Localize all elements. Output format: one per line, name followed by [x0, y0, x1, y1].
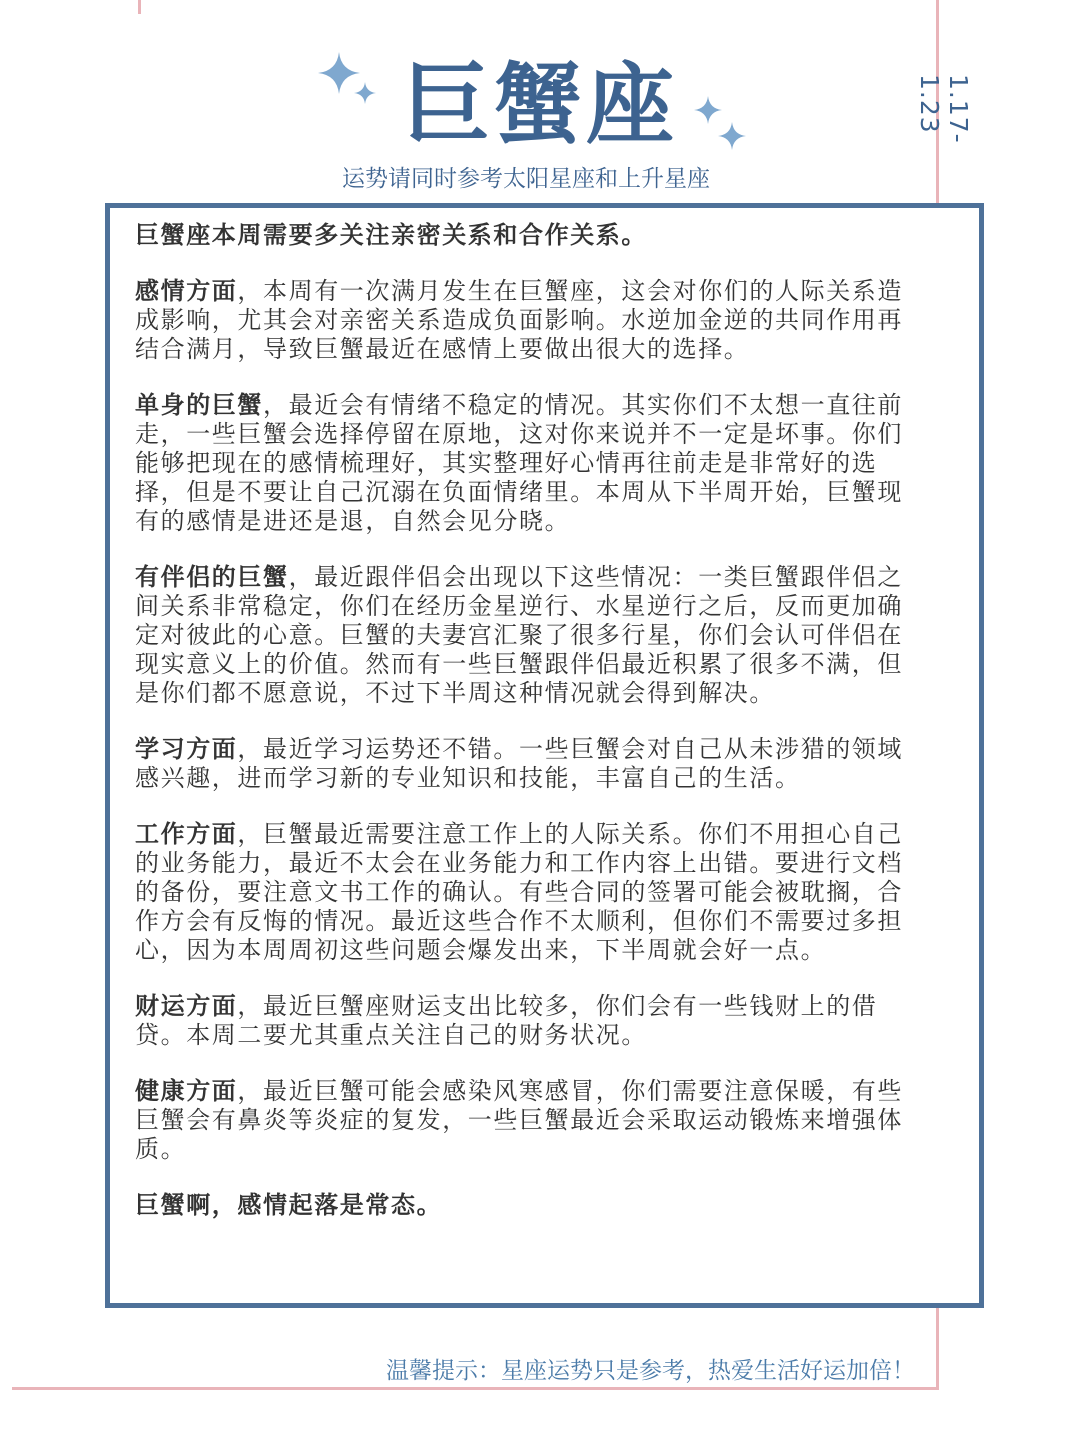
- section-text: ，巨蟹最近需要注意工作上的人际关系。你们不用担心自己的业务能力，最近不太会在业务能力和工作内容上出错。要进行文档的备份，要注意文书工作的确认。有些合同的签署可能会被耽搁，合作方会有反悔的情况。最近这些合作不太顺利，但你们不需要过多担心，因为本周周初这些问题会爆发出来，下半周就会好一点。: [135, 820, 904, 964]
- section-text: ，最近学习运势还不错。一些巨蟹会对自己从未涉猎的领域感兴趣，进而学习新的专业知识和技能，丰富自己的生活。: [135, 735, 904, 792]
- section-heading: 财运方面: [135, 992, 238, 1020]
- section-heading: 健康方面: [135, 1077, 238, 1105]
- section-text: ，最近巨蟹座财运支出比较多，你们会有一些钱财上的借贷。本周二要尤其重点关注自己的财务状况。: [135, 992, 878, 1049]
- page-title: 巨蟹座: [401, 53, 678, 156]
- section-heading: 有伴侣的巨蟹: [135, 563, 289, 591]
- section-study: [135, 735, 915, 793]
- section-partnered: [135, 563, 915, 708]
- intro-text: 巨蟹座本周需要多关注亲密关系和合作关系。: [135, 221, 647, 249]
- footer-tip: 温馨提示：星座运势只是参考，热爱生活好运加倍！: [386, 1358, 915, 1384]
- date-range: 1.17-1.23: [915, 74, 973, 144]
- decorative-tick: [138, 0, 141, 14]
- section-heading: 感情方面: [135, 277, 238, 305]
- decorative-line-horizontal: [12, 1387, 939, 1390]
- page-subtitle: 运势请同时参考太阳星座和上升星座: [342, 166, 710, 192]
- horoscope-content: [135, 221, 915, 1247]
- section-text: ，最近跟伴侣会出现以下这些情况：一类巨蟹跟伴侣之间关系非常稳定，你们在经历金星逆行、水星逆行之后，反而更加确定对彼此的心意。巨蟹的夫妻宫汇聚了很多行星，你们会认可伴侣在现实意义上的价值。然而有一些巨蟹跟伴侣最近积累了很多不满，但是你们都不愿意说，不过下半周这种情况就会得到解决。: [135, 563, 904, 707]
- section-text: ，最近巨蟹可能会感染风寒感冒，你们需要注意保暖，有些巨蟹会有鼻炎等炎症的复发，一些巨蟹最近会采取运动锻炼来增强体质。: [135, 1077, 904, 1163]
- section-heading: 学习方面: [135, 735, 238, 763]
- section-heading: 单身的巨蟹: [135, 391, 263, 419]
- section-single: [135, 391, 915, 536]
- section-work: [135, 820, 915, 965]
- section-finance: [135, 992, 915, 1050]
- section-heading: 工作方面: [135, 820, 238, 848]
- section-love: [135, 277, 915, 364]
- section-text: ，本周有一次满月发生在巨蟹座，这会对你们的人际关系造成影响，尤其会对亲密关系造成负面影响。水逆加金逆的共同作用再结合满月，导致巨蟹最近在感情上要做出很大的选择。: [135, 277, 904, 363]
- section-health: [135, 1077, 915, 1164]
- section-text: ，最近会有情绪不稳定的情况。其实你们不太想一直往前走，一些巨蟹会选择停留在原地，这对你来说并不一定是坏事。你们能够把现在的感情梳理好，其实整理好心情再往前走是非常好的选择，但是不要让自己沉溺在负面情绪里。本周从下半周开始，巨蟹现有的感情是进还是退，自然会见分晓。: [135, 391, 903, 535]
- closing-text: 巨蟹啊，感情起落是常态。: [135, 1191, 443, 1219]
